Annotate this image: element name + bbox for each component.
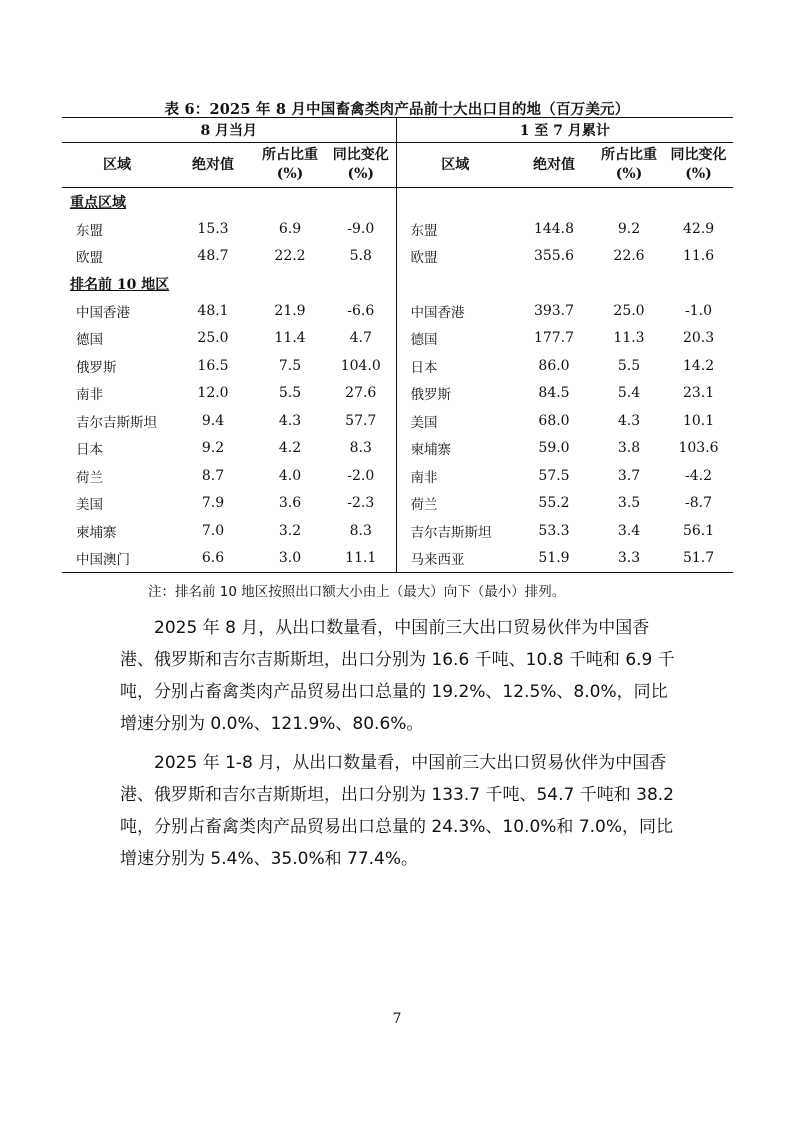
yoy-change: -8.7 [685, 495, 713, 512]
region-name: 东盟 [410, 222, 438, 239]
section-key-regions [62, 188, 733, 216]
col-yoy-left: 同比变化 (%) [326, 143, 396, 188]
share-percent: 3.3 [594, 545, 664, 573]
table-row [62, 297, 733, 325]
export-destinations-table [62, 117, 733, 573]
absolute-value: 55.2 [538, 495, 570, 512]
region-name: 马来西亚 [396, 545, 514, 573]
share-percent: 25.0 [613, 302, 645, 319]
table-row [62, 490, 733, 518]
absolute-value: 59.0 [538, 440, 570, 457]
group-header-row [62, 118, 733, 143]
absolute-value: 8.7 [201, 467, 225, 484]
region-name: 美国 [410, 414, 438, 431]
region-name: 日本 [410, 359, 438, 376]
absolute-value: 86.0 [538, 357, 570, 374]
yoy-change: -1.0 [685, 302, 713, 319]
col-yoy-right: 同比变化 (%) [664, 143, 733, 188]
yoy-change: 20.3 [682, 330, 715, 347]
col-abs-right: 绝对值 [514, 143, 594, 188]
region-name: 荷兰 [410, 497, 438, 514]
yoy-change: -6.6 [326, 297, 396, 325]
share-percent: 4.3 [278, 412, 302, 429]
share-percent: 3.7 [617, 467, 641, 484]
table-row [62, 380, 733, 408]
absolute-value: 7.9 [201, 495, 225, 512]
yoy-change: 57.7 [326, 407, 396, 435]
region-name: 荷兰 [76, 469, 103, 486]
yoy-change: 8.3 [326, 517, 396, 545]
yoy-change: -9.0 [326, 215, 396, 243]
absolute-value: 7.0 [201, 522, 225, 539]
table-row [62, 517, 733, 545]
region-name: 中国澳门 [62, 545, 172, 573]
yoy-change: 56.1 [682, 522, 715, 539]
absolute-value: 6.6 [172, 545, 254, 573]
absolute-value: 393.7 [533, 302, 575, 319]
table-note: 注：排名前 10 地区按照出口额大小由上（最大）向下（最小）排列。 [148, 584, 566, 600]
region-name: 中国香港 [76, 304, 130, 321]
group-jan-jul: 1 至 7 月累计 [396, 118, 733, 143]
share-percent: 22.6 [613, 248, 645, 265]
absolute-value: 144.8 [533, 220, 575, 237]
share-percent: 5.5 [617, 357, 641, 374]
region-name: 德国 [76, 332, 103, 349]
region-name: 俄罗斯 [76, 359, 117, 376]
group-august: 8 月当月 [62, 118, 396, 143]
share-percent: 3.4 [617, 522, 641, 539]
section-title: 重点区域 [62, 188, 396, 216]
section-top10 [62, 270, 733, 297]
table-row [62, 243, 733, 271]
page-number: 7 [392, 1011, 402, 1027]
share-percent: 5.5 [278, 385, 302, 402]
yoy-change: 104.0 [326, 352, 396, 380]
yoy-change: -2.0 [326, 462, 396, 490]
column-header-row [62, 143, 733, 188]
share-percent: 3.2 [278, 522, 302, 539]
region-name: 南非 [76, 387, 103, 404]
share-percent: 4.2 [278, 440, 302, 457]
yoy-change: 23.1 [682, 385, 715, 402]
table-row [62, 325, 733, 353]
region-name: 俄罗斯 [410, 387, 451, 404]
share-percent: 11.3 [613, 330, 645, 347]
col-share-right: 所占比重 (%) [594, 143, 664, 188]
yoy-change: -4.2 [685, 467, 713, 484]
absolute-value: 53.3 [538, 522, 570, 539]
yoy-change: 27.6 [326, 380, 396, 408]
yoy-change: 11.6 [682, 248, 715, 265]
region-name: 吉尔吉斯斯坦 [76, 414, 157, 431]
share-percent: 3.0 [254, 545, 326, 573]
share-percent: 4.3 [617, 412, 641, 429]
absolute-value: 12.0 [197, 385, 229, 402]
share-percent: 3.6 [278, 495, 302, 512]
share-percent: 11.4 [274, 330, 306, 347]
yoy-change: 5.8 [326, 243, 396, 271]
col-abs-left: 绝对值 [172, 143, 254, 188]
region-name: 柬埔寨 [410, 442, 451, 459]
absolute-value: 57.5 [538, 467, 570, 484]
section-title: 排名前 10 地区 [62, 270, 396, 297]
absolute-value: 25.0 [197, 330, 229, 347]
absolute-value: 15.3 [197, 220, 229, 237]
yoy-change: 10.1 [682, 412, 715, 429]
table-caption: 表 6：2025 年 8 月中国畜禽类肉产品前十大出口目的地（百万美元） [164, 101, 630, 118]
section-blank [396, 270, 733, 297]
table-row [62, 435, 733, 463]
share-percent: 9.2 [617, 220, 641, 237]
col-region-right: 区域 [396, 143, 514, 188]
yoy-change: 42.9 [682, 220, 715, 237]
paragraph-august: 2025 年 8 月，从出口数量看，中国前三大出口贸易伙伴为中国香港、俄罗斯和吉尔吉斯斯坦，出口分别为 16.6 千吨、10.8 千吨和 6.9 千吨，分别占畜禽类肉产品贸易出口总量的 19.2%、12.5%、8.0%，同比增速分别为 0.0%、121.9%、80.6%。 [120, 618, 675, 734]
absolute-value: 9.4 [201, 412, 225, 429]
share-percent: 6.9 [278, 220, 302, 237]
share-percent: 21.9 [274, 302, 306, 319]
yoy-change: 103.6 [678, 440, 719, 457]
region-name: 中国香港 [410, 304, 465, 321]
absolute-value: 48.7 [197, 248, 229, 265]
absolute-value: 355.6 [533, 248, 575, 265]
region-name: 吉尔吉斯斯坦 [410, 524, 492, 541]
absolute-value: 51.9 [514, 545, 594, 573]
absolute-value: 68.0 [538, 412, 570, 429]
absolute-value: 16.5 [197, 357, 229, 374]
share-percent: 3.8 [617, 440, 641, 457]
col-region-left: 区域 [62, 143, 172, 188]
region-name: 欧盟 [76, 250, 103, 267]
yoy-change: 14.2 [682, 357, 715, 374]
yoy-change: -2.3 [326, 490, 396, 518]
absolute-value: 84.5 [538, 385, 570, 402]
region-name: 德国 [410, 332, 438, 349]
share-percent: 7.5 [278, 357, 302, 374]
share-percent: 5.4 [617, 385, 641, 402]
share-percent: 22.2 [274, 248, 306, 265]
section-blank [396, 188, 733, 216]
region-name: 日本 [76, 442, 103, 459]
absolute-value: 48.1 [197, 302, 229, 319]
paragraph-jan-aug: 2025 年 1-8 月，从出口数量看，中国前三大出口贸易伙伴为中国香港、俄罗斯和吉尔吉斯斯坦，出口分别为 133.7 千吨、54.7 千吨和 38.2 吨，分别占畜禽类肉产品贸易出口总量的 24.3%、10.0%和 7.0%，同比增速分别为 5.4%、35.0%和 77.4%。 [120, 753, 674, 869]
region-name: 柬埔寨 [76, 524, 117, 541]
yoy-change: 4.7 [326, 325, 396, 353]
yoy-change: 51.7 [664, 545, 733, 573]
region-name: 东盟 [76, 222, 103, 239]
col-share-left: 所占比重 (%) [254, 143, 326, 188]
yoy-change: 8.3 [326, 435, 396, 463]
absolute-value: 177.7 [533, 330, 575, 347]
region-name: 欧盟 [410, 250, 438, 267]
table-row [62, 545, 733, 573]
table-row [62, 462, 733, 490]
region-name: 南非 [410, 469, 438, 486]
absolute-value: 9.2 [201, 440, 225, 457]
share-percent: 3.5 [617, 495, 641, 512]
region-name: 美国 [76, 497, 103, 514]
table-row [62, 352, 733, 380]
share-percent: 4.0 [278, 467, 302, 484]
yoy-change: 11.1 [326, 545, 396, 573]
table-row [62, 407, 733, 435]
table-row [62, 215, 733, 243]
